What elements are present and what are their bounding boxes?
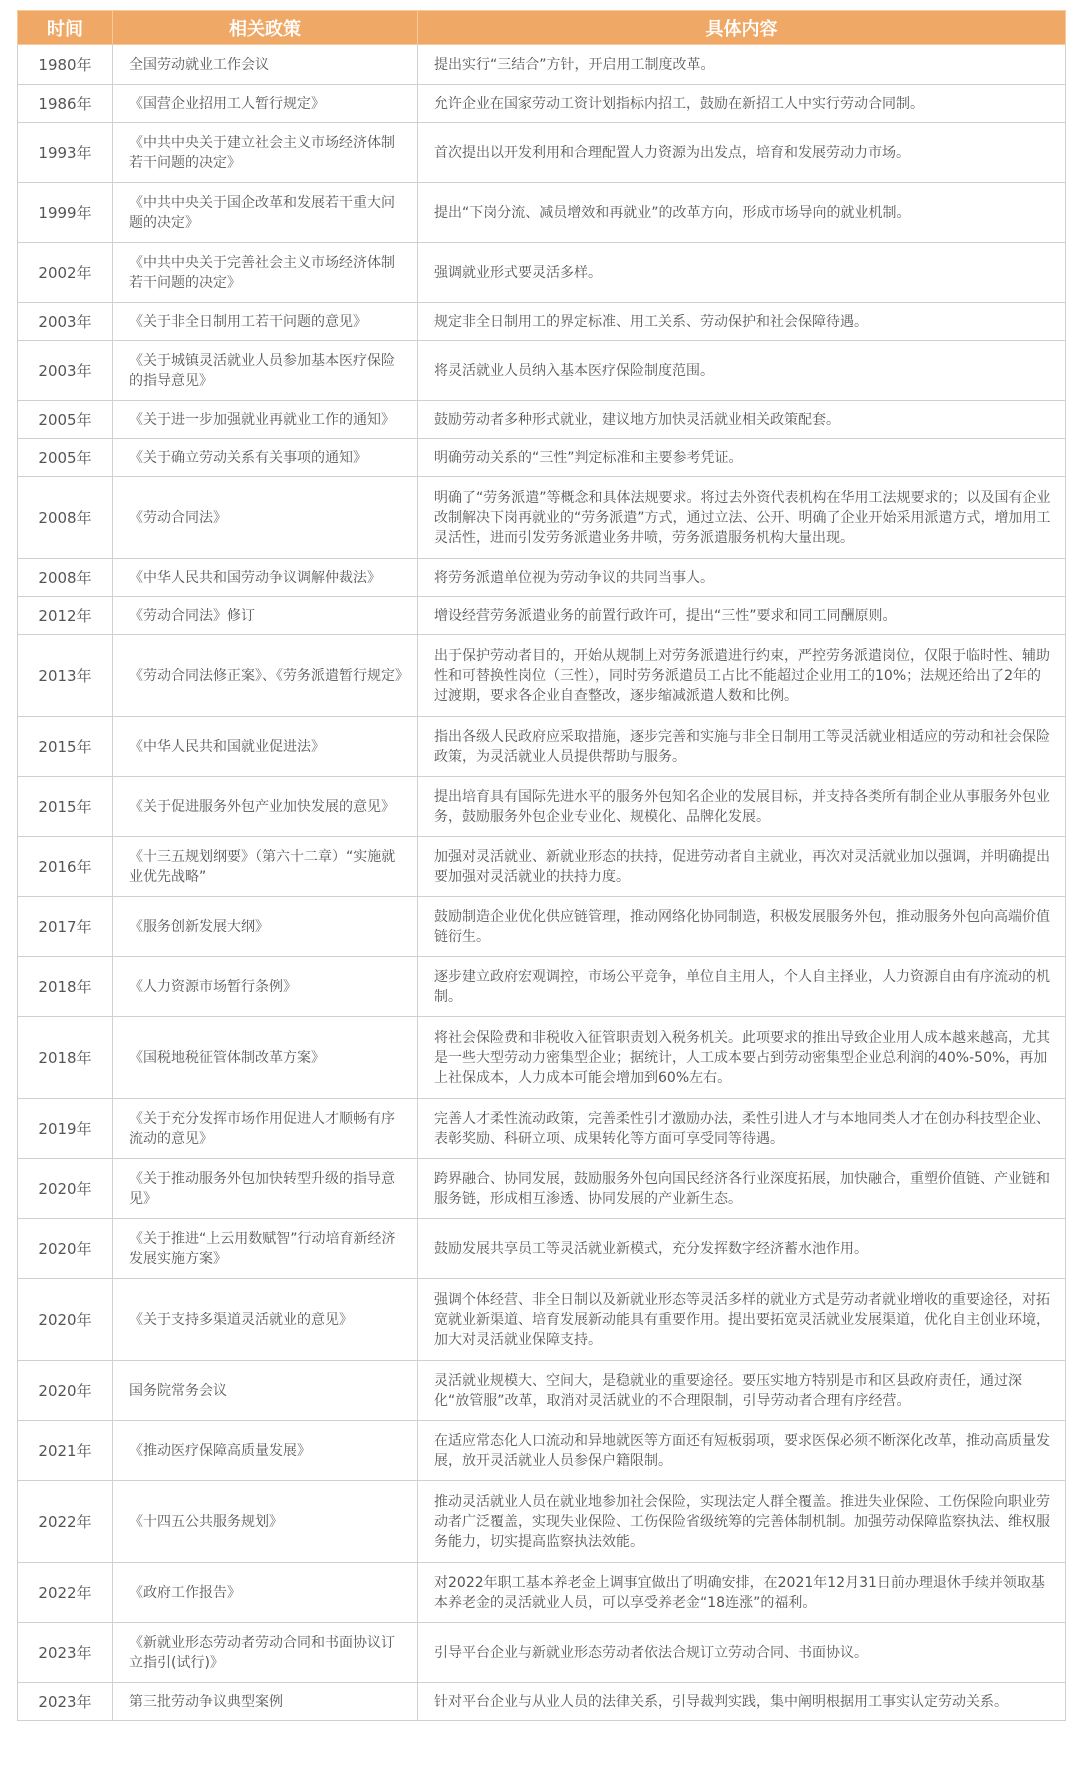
table-row (18, 1017, 1066, 1099)
cell-content: 鼓励发展共享员工等灵活就业新模式，充分发挥数字经济蓄水池作用。 (418, 1219, 1066, 1279)
cell-content: 加强对灵活就业、新就业形态的扶持，促进劳动者自主就业，再次对灵活就业加以强调，并明确提出要加强对灵活就业的扶持力度。 (418, 837, 1066, 897)
cell-policy: 《关于确立劳动关系有关事项的通知》 (113, 439, 418, 477)
cell-content: 指出各级人民政府应采取措施，逐步完善和实施与非全日制用工等灵活就业相适应的劳动和社会保险政策，为灵活就业人员提供帮助与服务。 (418, 717, 1066, 777)
cell-policy: 《关于推进“上云用数赋智”行动培育新经济发展实施方案》 (113, 1219, 418, 1279)
cell-content: 将社会保险费和非税收入征管职责划入税务机关。此项要求的推出导致企业用人成本越来越高，尤其是一些大型劳动力密集型企业；据统计，人工成本要占到劳动密集型企业总利润的40%-50%，再加上社保成本，人力成本可能会增加到60%左右。 (418, 1017, 1066, 1099)
cell-policy: 《国营企业招用工人暂行规定》 (113, 85, 418, 123)
cell-content: 逐步建立政府宏观调控，市场公平竞争，单位自主用人，个人自主择业，人力资源自由有序流动的机制。 (418, 957, 1066, 1017)
cell-year: 2015年 (18, 777, 113, 837)
cell-policy: 《中共中央关于国企改革和发展若干重大问题的决定》 (113, 183, 418, 243)
cell-year: 2022年 (18, 1563, 113, 1623)
cell-policy: 《推动医疗保障高质量发展》 (113, 1421, 418, 1481)
table-row (18, 401, 1066, 439)
cell-year: 2012年 (18, 597, 113, 635)
cell-policy: 《中共中央关于完善社会主义市场经济体制若干问题的决定》 (113, 243, 418, 303)
table-row (18, 635, 1066, 717)
cell-year: 2020年 (18, 1279, 113, 1361)
cell-year: 2005年 (18, 401, 113, 439)
table-body (18, 45, 1066, 1721)
cell-content: 引导平台企业与新就业形态劳动者依法合规订立劳动合同、书面协议。 (418, 1623, 1066, 1683)
cell-policy: 国务院常务会议 (113, 1361, 418, 1421)
cell-policy: 《劳动合同法修正案》、《劳务派遣暂行规定》 (113, 635, 418, 717)
cell-policy: 《关于进一步加强就业再就业工作的通知》 (113, 401, 418, 439)
cell-policy: 《新就业形态劳动者劳动合同和书面协议订立指引(试行)》 (113, 1623, 418, 1683)
cell-year: 2020年 (18, 1361, 113, 1421)
table-row (18, 243, 1066, 303)
table-row (18, 1099, 1066, 1159)
cell-year: 2015年 (18, 717, 113, 777)
table-row (18, 777, 1066, 837)
cell-year: 2018年 (18, 1017, 113, 1099)
cell-content: 明确劳动关系的“三性”判定标准和主要参考凭证。 (418, 439, 1066, 477)
cell-policy: 《中共中央关于建立社会主义市场经济体制若干问题的决定》 (113, 123, 418, 183)
table-row (18, 837, 1066, 897)
cell-content: 将劳务派遣单位视为劳动争议的共同当事人。 (418, 559, 1066, 597)
header-time: 时间 (18, 11, 113, 45)
cell-policy: 《劳动合同法》修订 (113, 597, 418, 635)
cell-policy: 《中华人民共和国就业促进法》 (113, 717, 418, 777)
cell-policy: 《人力资源市场暂行条例》 (113, 957, 418, 1017)
cell-year: 2003年 (18, 303, 113, 341)
cell-content: 在适应常态化人口流动和异地就医等方面还有短板弱项，要求医保必须不断深化改革，推动高质量发展，放开灵活就业人员参保户籍限制。 (418, 1421, 1066, 1481)
cell-policy: 《关于推动服务外包加快转型升级的指导意见》 (113, 1159, 418, 1219)
cell-policy: 《关于非全日制用工若干问题的意见》 (113, 303, 418, 341)
cell-content: 规定非全日制用工的界定标准、用工关系、劳动保护和社会保障待遇。 (418, 303, 1066, 341)
table-row (18, 1279, 1066, 1361)
cell-year: 2017年 (18, 897, 113, 957)
cell-year: 2003年 (18, 341, 113, 401)
cell-year: 2022年 (18, 1481, 113, 1563)
cell-year: 2019年 (18, 1099, 113, 1159)
header-policy: 相关政策 (113, 11, 418, 45)
table-row (18, 1683, 1066, 1721)
table-row (18, 303, 1066, 341)
cell-year: 2020年 (18, 1219, 113, 1279)
table-row (18, 559, 1066, 597)
cell-year: 2002年 (18, 243, 113, 303)
table-row (18, 477, 1066, 559)
cell-year: 1980年 (18, 45, 113, 85)
table-row (18, 1563, 1066, 1623)
cell-policy: 《十四五公共服务规划》 (113, 1481, 418, 1563)
cell-content: 鼓励劳动者多种形式就业，建议地方加快灵活就业相关政策配套。 (418, 401, 1066, 439)
cell-year: 2020年 (18, 1159, 113, 1219)
cell-year: 1999年 (18, 183, 113, 243)
table-row (18, 897, 1066, 957)
cell-content: 强调个体经营、非全日制以及新就业形态等灵活多样的就业方式是劳动者就业增收的重要途径，对拓宽就业新渠道、培育发展新动能具有重要作用。提出要拓宽灵活就业发展渠道，优化自主创业环境，加大对灵活就业保障支持。 (418, 1279, 1066, 1361)
cell-policy: 《关于支持多渠道灵活就业的意见》 (113, 1279, 418, 1361)
table-header-row (18, 11, 1066, 45)
cell-year: 2013年 (18, 635, 113, 717)
cell-content: 强调就业形式要灵活多样。 (418, 243, 1066, 303)
cell-content: 明确了“劳务派遣”等概念和具体法规要求。将过去外资代表机构在华用工法规要求的；以及国有企业改制解决下岗再就业的“劳务派遣”方式，通过立法、公开、明确了企业开始采用派遣方式，增加用工灵活性，进而引发劳务派遣业务井喷，劳务派遣服务机构大量出现。 (418, 477, 1066, 559)
cell-content: 首次提出以开发利用和合理配置人力资源为出发点，培育和发展劳动力市场。 (418, 123, 1066, 183)
cell-content: 推动灵活就业人员在就业地参加社会保险，实现法定人群全覆盖。推进失业保险、工伤保险向职业劳动者广泛覆盖，实现失业保险、工伤保险省级统筹的完善体制机制。加强劳动保障监察执法、维权服务能力，切实提高监察执法效能。 (418, 1481, 1066, 1563)
table-row (18, 1481, 1066, 1563)
cell-policy: 全国劳动就业工作会议 (113, 45, 418, 85)
cell-policy: 《政府工作报告》 (113, 1563, 418, 1623)
cell-content: 出于保护劳动者目的，开始从规制上对劳务派遣进行约束，严控劳务派遣岗位，仅限于临时性、辅助性和可替换性岗位（三性），同时劳务派遣员工占比不能超过企业用工的10%；法规还给出了2年的过渡期，要求各企业自查整改，逐步缩减派遣人数和比例。 (418, 635, 1066, 717)
cell-content: 完善人才柔性流动政策，完善柔性引才激励办法，柔性引进人才与本地同类人才在创办科技型企业、表彰奖励、科研立项、成果转化等方面可享受同等待遇。 (418, 1099, 1066, 1159)
cell-content: 提出实行“三结合”方针，开启用工制度改革。 (418, 45, 1066, 85)
table-row (18, 439, 1066, 477)
cell-content: 针对平台企业与从业人员的法律关系，引导裁判实践，集中阐明根据用工事实认定劳动关系。 (418, 1683, 1066, 1721)
cell-year: 2005年 (18, 439, 113, 477)
cell-year: 2016年 (18, 837, 113, 897)
cell-policy: 《国税地税征管体制改革方案》 (113, 1017, 418, 1099)
table-row (18, 1219, 1066, 1279)
table-row (18, 183, 1066, 243)
table-row (18, 1421, 1066, 1481)
cell-policy: 《十三五规划纲要》（第六十二章）“实施就业优先战略” (113, 837, 418, 897)
cell-year: 2008年 (18, 559, 113, 597)
cell-content: 提出培育具有国际先进水平的服务外包知名企业的发展目标，并支持各类所有制企业从事服务外包业务，鼓励服务外包企业专业化、规模化、品牌化发展。 (418, 777, 1066, 837)
cell-year: 2023年 (18, 1623, 113, 1683)
table-row (18, 123, 1066, 183)
cell-year: 1986年 (18, 85, 113, 123)
cell-policy: 《关于城镇灵活就业人员参加基本医疗保险的指导意见》 (113, 341, 418, 401)
cell-year: 2021年 (18, 1421, 113, 1481)
table-row (18, 45, 1066, 85)
policy-table (17, 10, 1066, 1721)
cell-year: 2023年 (18, 1683, 113, 1721)
cell-content: 提出“下岗分流、减员增效和再就业”的改革方向，形成市场导向的就业机制。 (418, 183, 1066, 243)
table-row (18, 1361, 1066, 1421)
cell-policy: 《关于促进服务外包产业加快发展的意见》 (113, 777, 418, 837)
cell-year: 2018年 (18, 957, 113, 1017)
cell-content: 灵活就业规模大、空间大，是稳就业的重要途径。要压实地方特别是市和区县政府责任，通过深化“放管服”改革，取消对灵活就业的不合理限制，引导劳动者合理有序经营。 (418, 1361, 1066, 1421)
cell-year: 1993年 (18, 123, 113, 183)
table-row (18, 341, 1066, 401)
cell-year: 2008年 (18, 477, 113, 559)
cell-content: 增设经营劳务派遣业务的前置行政许可，提出“三性”要求和同工同酬原则。 (418, 597, 1066, 635)
cell-policy: 第三批劳动争议典型案例 (113, 1683, 418, 1721)
cell-content: 允许企业在国家劳动工资计划指标内招工，鼓励在新招工人中实行劳动合同制。 (418, 85, 1066, 123)
table-row (18, 85, 1066, 123)
table-row (18, 1623, 1066, 1683)
table-row (18, 717, 1066, 777)
cell-policy: 《服务创新发展大纲》 (113, 897, 418, 957)
cell-content: 将灵活就业人员纳入基本医疗保险制度范围。 (418, 341, 1066, 401)
cell-content: 跨界融合、协同发展，鼓励服务外包向国民经济各行业深度拓展，加快融合，重塑价值链、产业链和服务链，形成相互渗透、协同发展的产业新生态。 (418, 1159, 1066, 1219)
table-row (18, 957, 1066, 1017)
cell-policy: 《劳动合同法》 (113, 477, 418, 559)
cell-policy: 《关于充分发挥市场作用促进人才顺畅有序流动的意见》 (113, 1099, 418, 1159)
table-row (18, 597, 1066, 635)
cell-content: 对2022年职工基本养老金上调事宜做出了明确安排，在2021年12月31日前办理退休手续并领取基本养老金的灵活就业人员，可以享受养老金“18连涨”的福利。 (418, 1563, 1066, 1623)
header-content: 具体内容 (418, 11, 1066, 45)
cell-content: 鼓励制造企业优化供应链管理，推动网络化协同制造，积极发展服务外包，推动服务外包向高端价值链衍生。 (418, 897, 1066, 957)
policy-table-container (17, 10, 1065, 1721)
table-row (18, 1159, 1066, 1219)
cell-policy: 《中华人民共和国劳动争议调解仲裁法》 (113, 559, 418, 597)
